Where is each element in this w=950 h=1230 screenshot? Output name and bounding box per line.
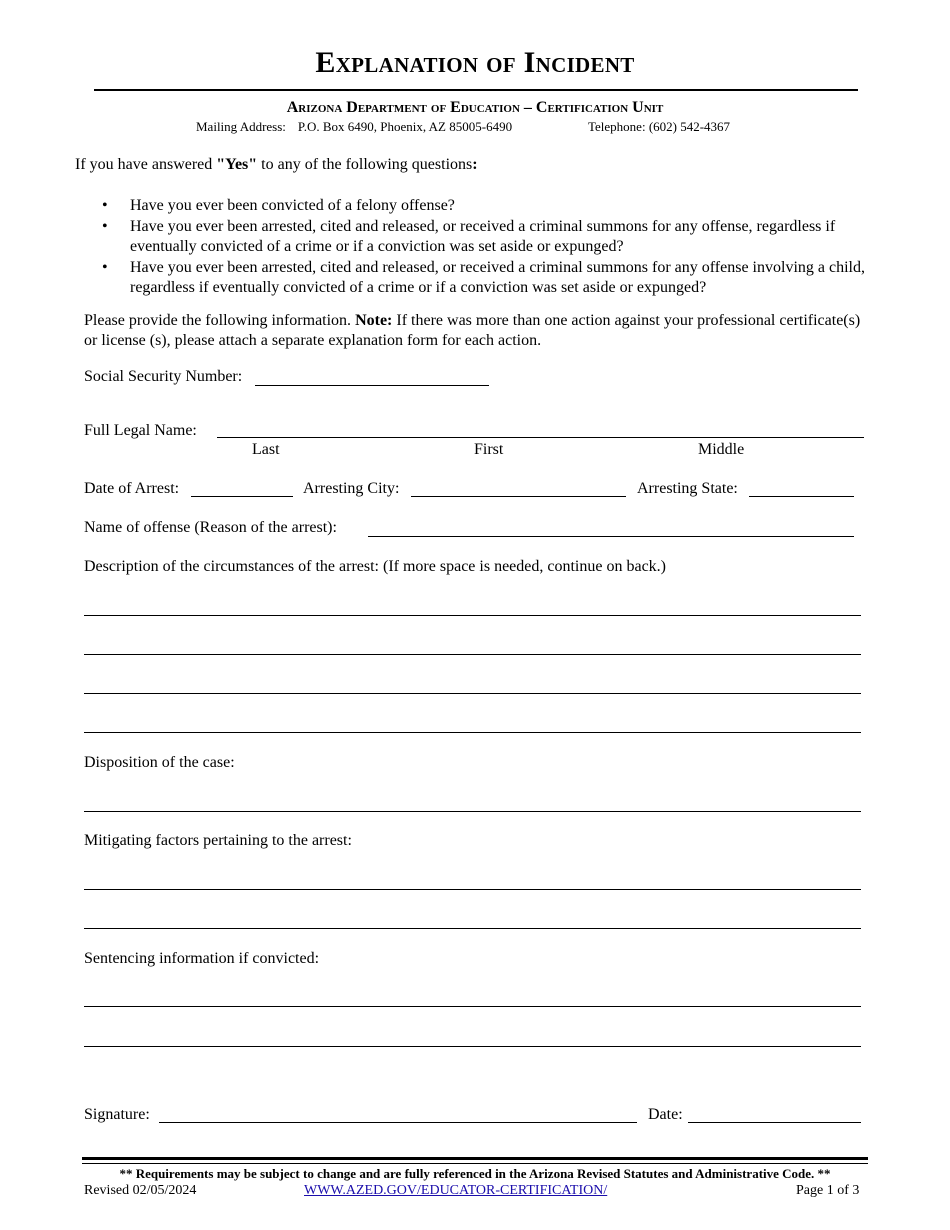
description-label: Description of the circumstances of the arrest: (If more space is needed, continue on back.) — [84, 558, 666, 575]
full-name-label: Full Legal Name: — [84, 422, 197, 439]
description-line-4[interactable] — [84, 732, 861, 733]
question-item: • Have you ever been convicted of a felony offense? — [102, 196, 882, 216]
requirements-note: ** Requirements may be subject to change and are fully referenced in the Arizona Revised Statutes and Administrative Code. ** — [119, 1166, 831, 1181]
description-line-2[interactable] — [84, 654, 861, 655]
mitigating-line-1[interactable] — [84, 889, 861, 890]
sentencing-line-1[interactable] — [84, 1006, 861, 1007]
mailing-address — [196, 119, 512, 135]
page-title: Explanation of Incident — [315, 46, 635, 79]
instructions-lead: Please provide the following information. — [84, 312, 356, 329]
question-item: • Have you ever been arrested, cited and released, or received a criminal summons for any offense involving a child, regardless if eventually convicted of a crime or if a conviction was set aside or expunged? — [102, 258, 882, 298]
intro-colon: : — [472, 156, 478, 173]
ssn-field[interactable] — [255, 385, 489, 386]
arresting-state-field[interactable] — [749, 496, 854, 497]
intro-suffix: to any of the following questions — [257, 156, 473, 173]
note-text: If there was more than one action against your professional certificate(s) or license (s), please attach a separate explanation form for each action. — [84, 312, 861, 349]
mitigating-label: Mitigating factors pertaining to the arrest: — [84, 832, 352, 849]
date-of-arrest-label: Date of Arrest: — [84, 480, 180, 497]
intro-text — [75, 155, 478, 175]
sentencing-line-2[interactable] — [84, 1046, 861, 1047]
name-middle-caption: Middle — [698, 441, 745, 458]
instructions — [84, 311, 864, 351]
ssn-label: Social Security Number: — [84, 368, 243, 385]
disposition-label: Disposition of the case: — [84, 754, 235, 771]
arresting-city-field[interactable] — [411, 496, 626, 497]
name-last-caption: Last — [252, 441, 280, 458]
arresting-city-label: Arresting City: — [303, 480, 400, 497]
arresting-state-label: Arresting State: — [637, 480, 738, 497]
note-label: Note: — [355, 312, 393, 329]
telephone: Telephone: (602) 542-4367 — [588, 119, 731, 134]
page-number: Page 1 of 3 — [796, 1183, 860, 1198]
full-name-field[interactable] — [217, 437, 864, 438]
mailing-label: Mailing Address: — [196, 119, 286, 134]
offense-label: Name of offense (Reason of the arrest): — [84, 519, 337, 536]
question-list — [102, 196, 882, 299]
description-line-1[interactable] — [84, 615, 861, 616]
department-heading: Arizona Department of Education – Certification Unit — [286, 99, 664, 116]
name-first-caption: First — [474, 441, 504, 458]
mitigating-line-2[interactable] — [84, 928, 861, 929]
disposition-line-1[interactable] — [84, 811, 861, 812]
question-item: • Have you ever been arrested, cited and released, or received a criminal summons for any offense, regardless if eventually convicted of a crime or if a conviction was set aside or expunged? — [102, 217, 882, 257]
website-link[interactable]: WWW.AZED.GOV/EDUCATOR-CERTIFICATION/ — [304, 1183, 608, 1198]
mailing-address-value: P.O. Box 6490, Phoenix, AZ 85005-6490 — [297, 119, 513, 134]
date-of-arrest-field[interactable] — [191, 496, 293, 497]
intro-prefix: If you have answered — [75, 156, 217, 173]
intro-yes: "Yes" — [216, 156, 258, 173]
footer-divider-thin — [82, 1163, 868, 1164]
date-field[interactable] — [688, 1122, 861, 1123]
offense-field[interactable] — [368, 536, 854, 537]
revised-date: Revised 02/05/2024 — [84, 1183, 197, 1198]
title-divider — [94, 89, 858, 91]
signature-field[interactable] — [159, 1122, 637, 1123]
signature-label: Signature: — [84, 1106, 150, 1123]
footer-divider — [82, 1157, 868, 1160]
description-line-3[interactable] — [84, 693, 861, 694]
sentencing-label: Sentencing information if convicted: — [84, 950, 320, 967]
date-label: Date: — [648, 1106, 683, 1123]
